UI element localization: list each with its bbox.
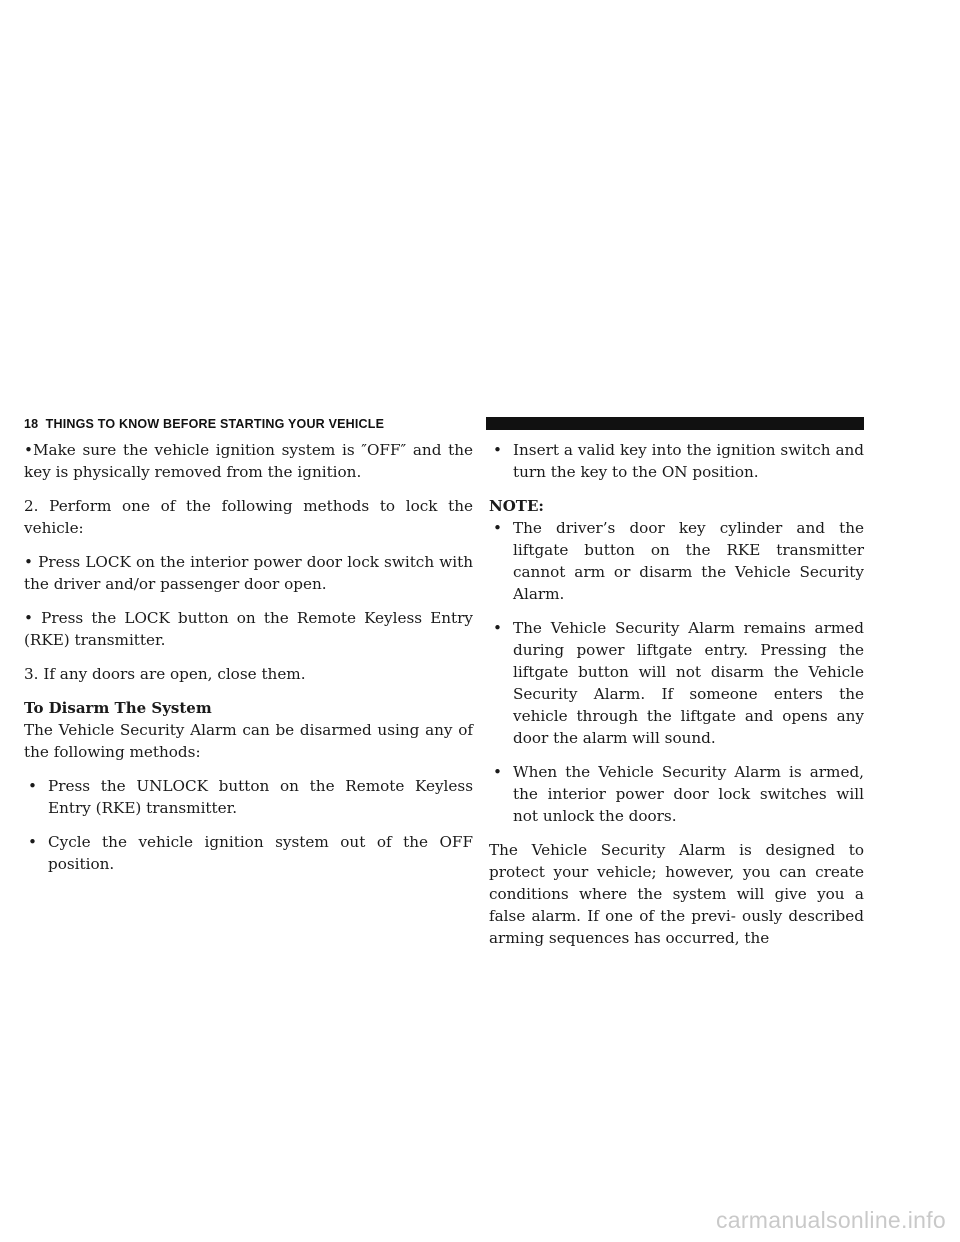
header-rule <box>486 417 864 430</box>
bullet-text: Press LOCK on the interior power door lock switch with the driver and/or passenger door open. <box>24 553 473 593</box>
step-2: 2. Perform one of the following methods to lock the vehicle: <box>24 497 473 537</box>
bullet-text: Press the LOCK button on the Remote Keyless Entry (RKE) transmitter. <box>24 609 474 649</box>
bullet-ignition-off <box>24 439 473 483</box>
bullet-lock-rke <box>24 607 473 651</box>
bullet-dot: • <box>24 441 33 459</box>
page-header <box>24 414 864 436</box>
bullet-lock-switch <box>24 551 473 595</box>
page-number: 18 <box>24 417 39 431</box>
disarm-heading: To Disarm The System <box>24 699 212 717</box>
step-3: 3. If any doors are open, close them. <box>24 665 306 683</box>
watermark: carmanualsonline.info <box>715 1207 946 1233</box>
bullet-text: Insert a valid key into the ignition switch and turn the key to the ON position. <box>513 441 864 481</box>
bullet-dot: • <box>493 619 502 637</box>
bullet-cycle-ignition <box>24 831 473 875</box>
bullet-text: Make sure the vehicle ignition system is ″OFF″ and the key is physically removed from the ignition. <box>24 441 473 481</box>
disarm-intro: The Vehicle Security Alarm can be disarmed using any of the following methods: <box>24 721 473 761</box>
bullet-text: Cycle the vehicle ignition system out of the OFF position. <box>48 833 473 873</box>
bullet-dot: • <box>28 777 37 795</box>
bullet-dot: • <box>493 519 502 537</box>
note-bullet <box>489 517 864 605</box>
bullet-text: The driver’s door key cylinder and the liftgate button on the RKE transmitter cannot arm or disarm the Vehicle Security Alarm. <box>513 519 864 603</box>
bullet-dot: • <box>493 763 502 781</box>
bullet-text: When the Vehicle Security Alarm is armed, the interior power door lock switches will not unlock the doors. <box>513 763 864 825</box>
note-label: NOTE: <box>489 497 544 515</box>
bullet-unlock-rke <box>24 775 473 819</box>
bullet-dot: • <box>24 553 33 571</box>
header-title <box>24 417 388 431</box>
left-column <box>24 439 473 887</box>
bullet-dot: • <box>28 833 37 851</box>
bullet-text: The Vehicle Security Alarm remains armed during power liftgate entry. Pressing the liftgate button will not disarm the Vehicle Security Alarm. If someone enters the vehicle through the liftgate and opens any door the alarm will sound. <box>513 619 864 747</box>
section-title: THINGS TO KNOW BEFORE STARTING YOUR VEHICLE <box>45 417 385 431</box>
note-bullet <box>489 617 864 749</box>
right-column <box>489 439 864 949</box>
closing-paragraph: The Vehicle Security Alarm is designed to protect your vehicle; however, you can create conditions where the system will give you a false alarm. If one of the previ- ously described arming sequences has occurred, the <box>489 841 864 947</box>
bullet-text: Press the UNLOCK button on the Remote Keyless Entry (RKE) transmitter. <box>48 777 473 817</box>
bullet-dot: • <box>493 441 502 459</box>
bullet-dot: • <box>24 609 33 627</box>
bullet-insert-key <box>489 439 864 483</box>
note-bullet <box>489 761 864 827</box>
